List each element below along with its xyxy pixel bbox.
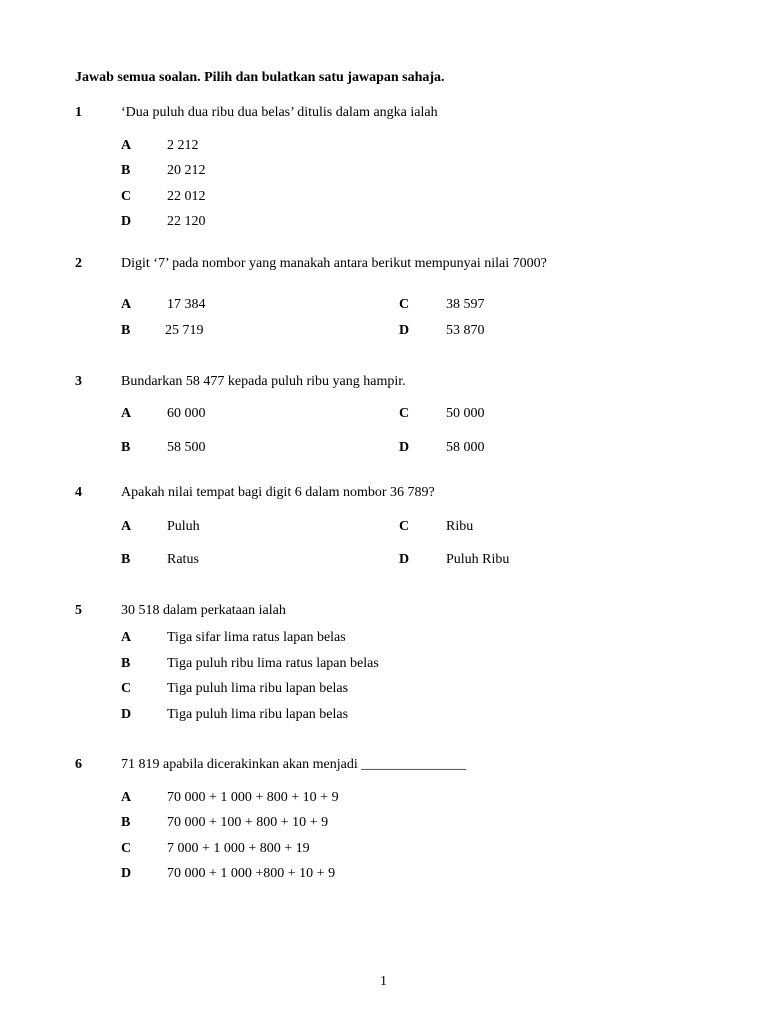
option-text: 58 500 [167,440,206,455]
question-text: Apakah nilai tempat bagi digit 6 dalam nombor 36 789? [121,485,435,500]
option-text: Tiga puluh lima ribu lapan belas [167,681,349,696]
option-text: Tiga sifar lima ratus lapan belas [167,630,346,645]
option-text: 70 000 + 1 000 + 800 + 10 + 9 [167,790,339,805]
option-text: 70 000 + 100 + 800 + 10 + 9 [167,815,329,830]
option-text: 2 212 [167,138,199,153]
option-letter: D [121,214,132,229]
option-text: 25 719 [165,323,204,338]
option-letter: C [399,519,410,534]
option-text: 60 000 [167,406,206,421]
option-text: Ribu [446,519,474,534]
option-text: 22 012 [167,189,206,204]
question-text: ‘Dua puluh dua ribu dua belas’ ditulis dalam angka ialah [121,105,438,120]
option-letter: D [121,707,132,722]
option-text: Puluh Ribu [446,552,510,567]
question-number: 6 [75,757,82,772]
option-letter: C [121,681,132,696]
option-letter: C [399,406,410,421]
option-text: 70 000 + 1 000 +800 + 10 + 9 [167,866,336,881]
option-letter: D [399,552,410,567]
option-letter: D [399,440,410,455]
option-letter: D [121,866,132,881]
option-text: 17 384 [167,297,206,312]
option-letter: A [121,790,132,805]
question-number: 5 [75,603,82,618]
option-letter: A [121,630,132,645]
option-text: 53 870 [446,323,485,338]
option-letter: B [121,440,131,455]
option-letter: B [121,656,131,671]
option-text: 7 000 + 1 000 + 800 + 19 [167,841,310,856]
option-text: 38 597 [446,297,485,312]
option-letter: A [121,519,132,534]
question-text: 71 819 apabila dicerakinkan akan menjadi _______________ [121,757,467,772]
question-text: 30 518 dalam perkataan ialah [121,603,286,618]
question-number: 3 [75,374,82,389]
option-text: 50 000 [446,406,485,421]
option-text: 22 120 [167,214,206,229]
option-text: Puluh [167,519,200,534]
option-letter: B [121,323,131,338]
option-text: 20 212 [167,163,206,178]
question-text: Digit ‘7’ pada nombor yang manakah antara berikut mempunyai nilai 7000? [121,256,547,271]
option-letter: D [399,323,410,338]
option-text: Ratus [167,552,199,567]
option-letter: B [121,815,131,830]
option-text: Tiga puluh ribu lima ratus lapan belas [167,656,379,671]
instruction: Jawab semua soalan. Pilih dan bulatkan satu jawapan sahaja. [75,70,445,85]
page-number: 1 [380,974,387,989]
question-number: 4 [75,485,82,500]
question-number: 2 [75,256,82,271]
option-letter: B [121,552,131,567]
option-letter: C [121,189,132,204]
option-letter: C [121,841,132,856]
option-letter: B [121,163,131,178]
option-letter: A [121,297,132,312]
option-text: Tiga puluh lima ribu lapan belas [167,707,349,722]
option-letter: C [399,297,410,312]
question-text: Bundarkan 58 477 kepada puluh ribu yang hampir. [121,374,406,389]
option-letter: A [121,138,132,153]
question-number: 1 [75,105,82,120]
option-text: 58 000 [446,440,485,455]
option-letter: A [121,406,132,421]
